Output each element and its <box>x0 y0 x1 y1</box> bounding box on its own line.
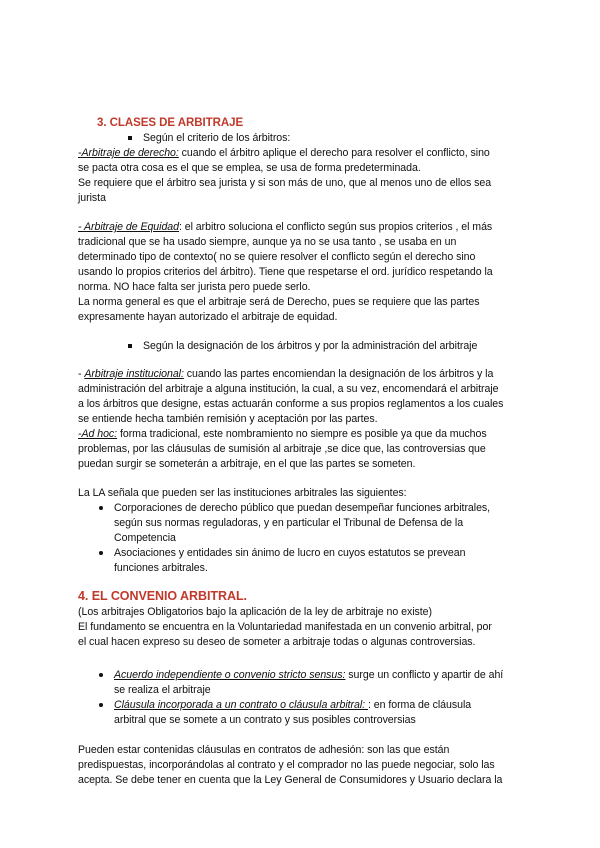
adhesion-line-1: Pueden estar contenidas cláusulas en contratos de adhesión: son las que están <box>78 744 450 756</box>
adhoc-text: forma tradicional, este nombramiento no siempre es posible ya que da muchos <box>117 428 487 440</box>
equidad-line-5: norma. NO hace falta ser jurista pero puede serlo. <box>78 281 311 293</box>
la-intro: La LA señala que pueden ser las instituciones arbitrales las siguientes: <box>78 487 407 499</box>
convenio-item-1-term: Acuerdo independiente o convenio stricto sensus: <box>114 669 346 681</box>
square-bullet-icon <box>128 344 132 348</box>
equidad-line-3: determinado tipo de contexto( no se quiere resolver el conflicto según el derecho sino <box>78 251 476 263</box>
bullet-dot-icon <box>99 506 103 510</box>
adhoc-line-3: puedan surgir se someterán a arbitraje, en el que las partes se someten. <box>78 458 416 470</box>
derecho-line-3: Se requiere que el árbitro sea jurista y si son más de uno, que al menos uno de ellos sea <box>78 177 492 189</box>
convenio-item-2-line-2: arbitral que se somete a un contrato y sus posibles controversias <box>114 714 416 726</box>
institucional-line-2: administración del arbitraje a alguna institución, la cual, a su vez, encomendará el arbitraje <box>78 383 499 395</box>
square-bullet-icon <box>128 136 132 140</box>
adhesion-line-2: predispuestas, incorporándolas al contrato y el comprador no las puede negociar, solo las <box>78 759 495 771</box>
convenio-item-1-text: surge un conflicto y apartir de ahí <box>345 669 504 681</box>
institucional-term: Arbitraje institucional: <box>84 368 184 380</box>
bullet-dot-icon <box>99 703 103 707</box>
inst-item-1-line-1: Corporaciones de derecho público que puedan desempeñar funciones arbitrales, <box>114 502 491 514</box>
derecho-line-1 <box>78 146 490 161</box>
convenio-item-2-text: : en forma de cláusula <box>367 699 472 711</box>
section-4-para-line-1: El fundamento se encuentra en la Voluntariedad manifestada en un convenio arbitral, por <box>78 621 492 633</box>
equidad-line-6: La norma general es que el arbitraje será de Derecho, pues se requiere que las partes <box>78 296 480 308</box>
institucional-line-4: se entiende hecha también remisión y aceptación por las partes. <box>78 413 378 425</box>
derecho-text: cuando el árbitro aplique el derecho para resolver el conflicto, sino <box>178 147 490 159</box>
equidad-line-1 <box>78 220 492 235</box>
institucional-text: cuando las partes encomiendan la designación de los árbitros y la <box>183 368 494 380</box>
equidad-text: : el arbitro soluciona el conflicto según sus propios criterios , el más <box>178 221 493 233</box>
inst-item-1-line-3: Competencia <box>114 532 176 544</box>
equidad-line-7: expresamente hayan autorizado el arbitraje de equidad. <box>78 311 338 323</box>
institucional-line-3: a los árbitros que designe, estas actuarán conforme a sus propios reglamentos a los cuales <box>78 398 504 410</box>
equidad-line-4: usando lo propios criterios del árbitro). Tiene que respetarse el ord. jurídico respetando la <box>78 266 493 278</box>
section-4-note: (Los arbitrajes Obligatorios bajo la aplicación de la ley de arbitraje no existe) <box>78 606 432 618</box>
convenio-item-1-line-1 <box>114 668 503 683</box>
adhoc-line-2: problemas, por las cláusulas de sumisión al arbitraje ,se dice que, las controversias que <box>78 443 486 455</box>
convenio-item-1-line-2: se realiza el arbitraje <box>114 684 211 696</box>
adhoc-term: -Ad hoc: <box>78 428 118 440</box>
adhoc-line-1 <box>78 427 487 442</box>
derecho-line-4: jurista <box>78 192 106 204</box>
bullet-dot-icon <box>99 551 103 555</box>
derecho-term: -Arbitraje de derecho: <box>78 147 179 159</box>
equidad-term: - Arbitraje de Equidad <box>78 221 179 233</box>
section-4-heading: 4. EL CONVENIO ARBITRAL. <box>78 589 247 603</box>
criterion-designacion: Según la designación de los árbitros y por la administración del arbitraje <box>143 340 478 352</box>
inst-item-2-line-2: funciones arbitrales. <box>114 562 208 574</box>
section-3-heading: 3. CLASES DE ARBITRAJE <box>97 117 244 129</box>
inst-item-1-line-2: según sus normas reguladoras, y en particular el Tribunal de Defensa de la <box>114 517 464 529</box>
derecho-line-2: se pacta otra cosa es el que se emplea, se usa de forma predeterminada. <box>78 162 421 174</box>
convenio-item-2-line-1 <box>114 698 471 713</box>
institucional-line-1 <box>78 367 493 382</box>
criterion-arbitros: Según el criterio de los árbitros: <box>143 132 291 144</box>
inst-item-2-line-1: Asociaciones y entidades sin ánimo de lucro en cuyos estatutos se prevean <box>114 547 466 559</box>
section-4-para-line-2: el cual hacen expreso su deseo de someter a arbitraje todas o algunas controversias. <box>78 636 476 648</box>
institucional-prefix: - <box>78 368 85 380</box>
convenio-item-2-term: Cláusula incorporada a un contrato o cláusula arbitral: <box>114 699 368 711</box>
equidad-line-2: tradicional que se ha usado siempre, aunque ya no se usa tanto , se usaba en un <box>78 236 457 248</box>
bullet-dot-icon <box>99 673 103 677</box>
adhesion-line-3: acepta. Se debe tener en cuenta que la Ley General de Consumidores y Usuario declara la <box>78 774 503 786</box>
